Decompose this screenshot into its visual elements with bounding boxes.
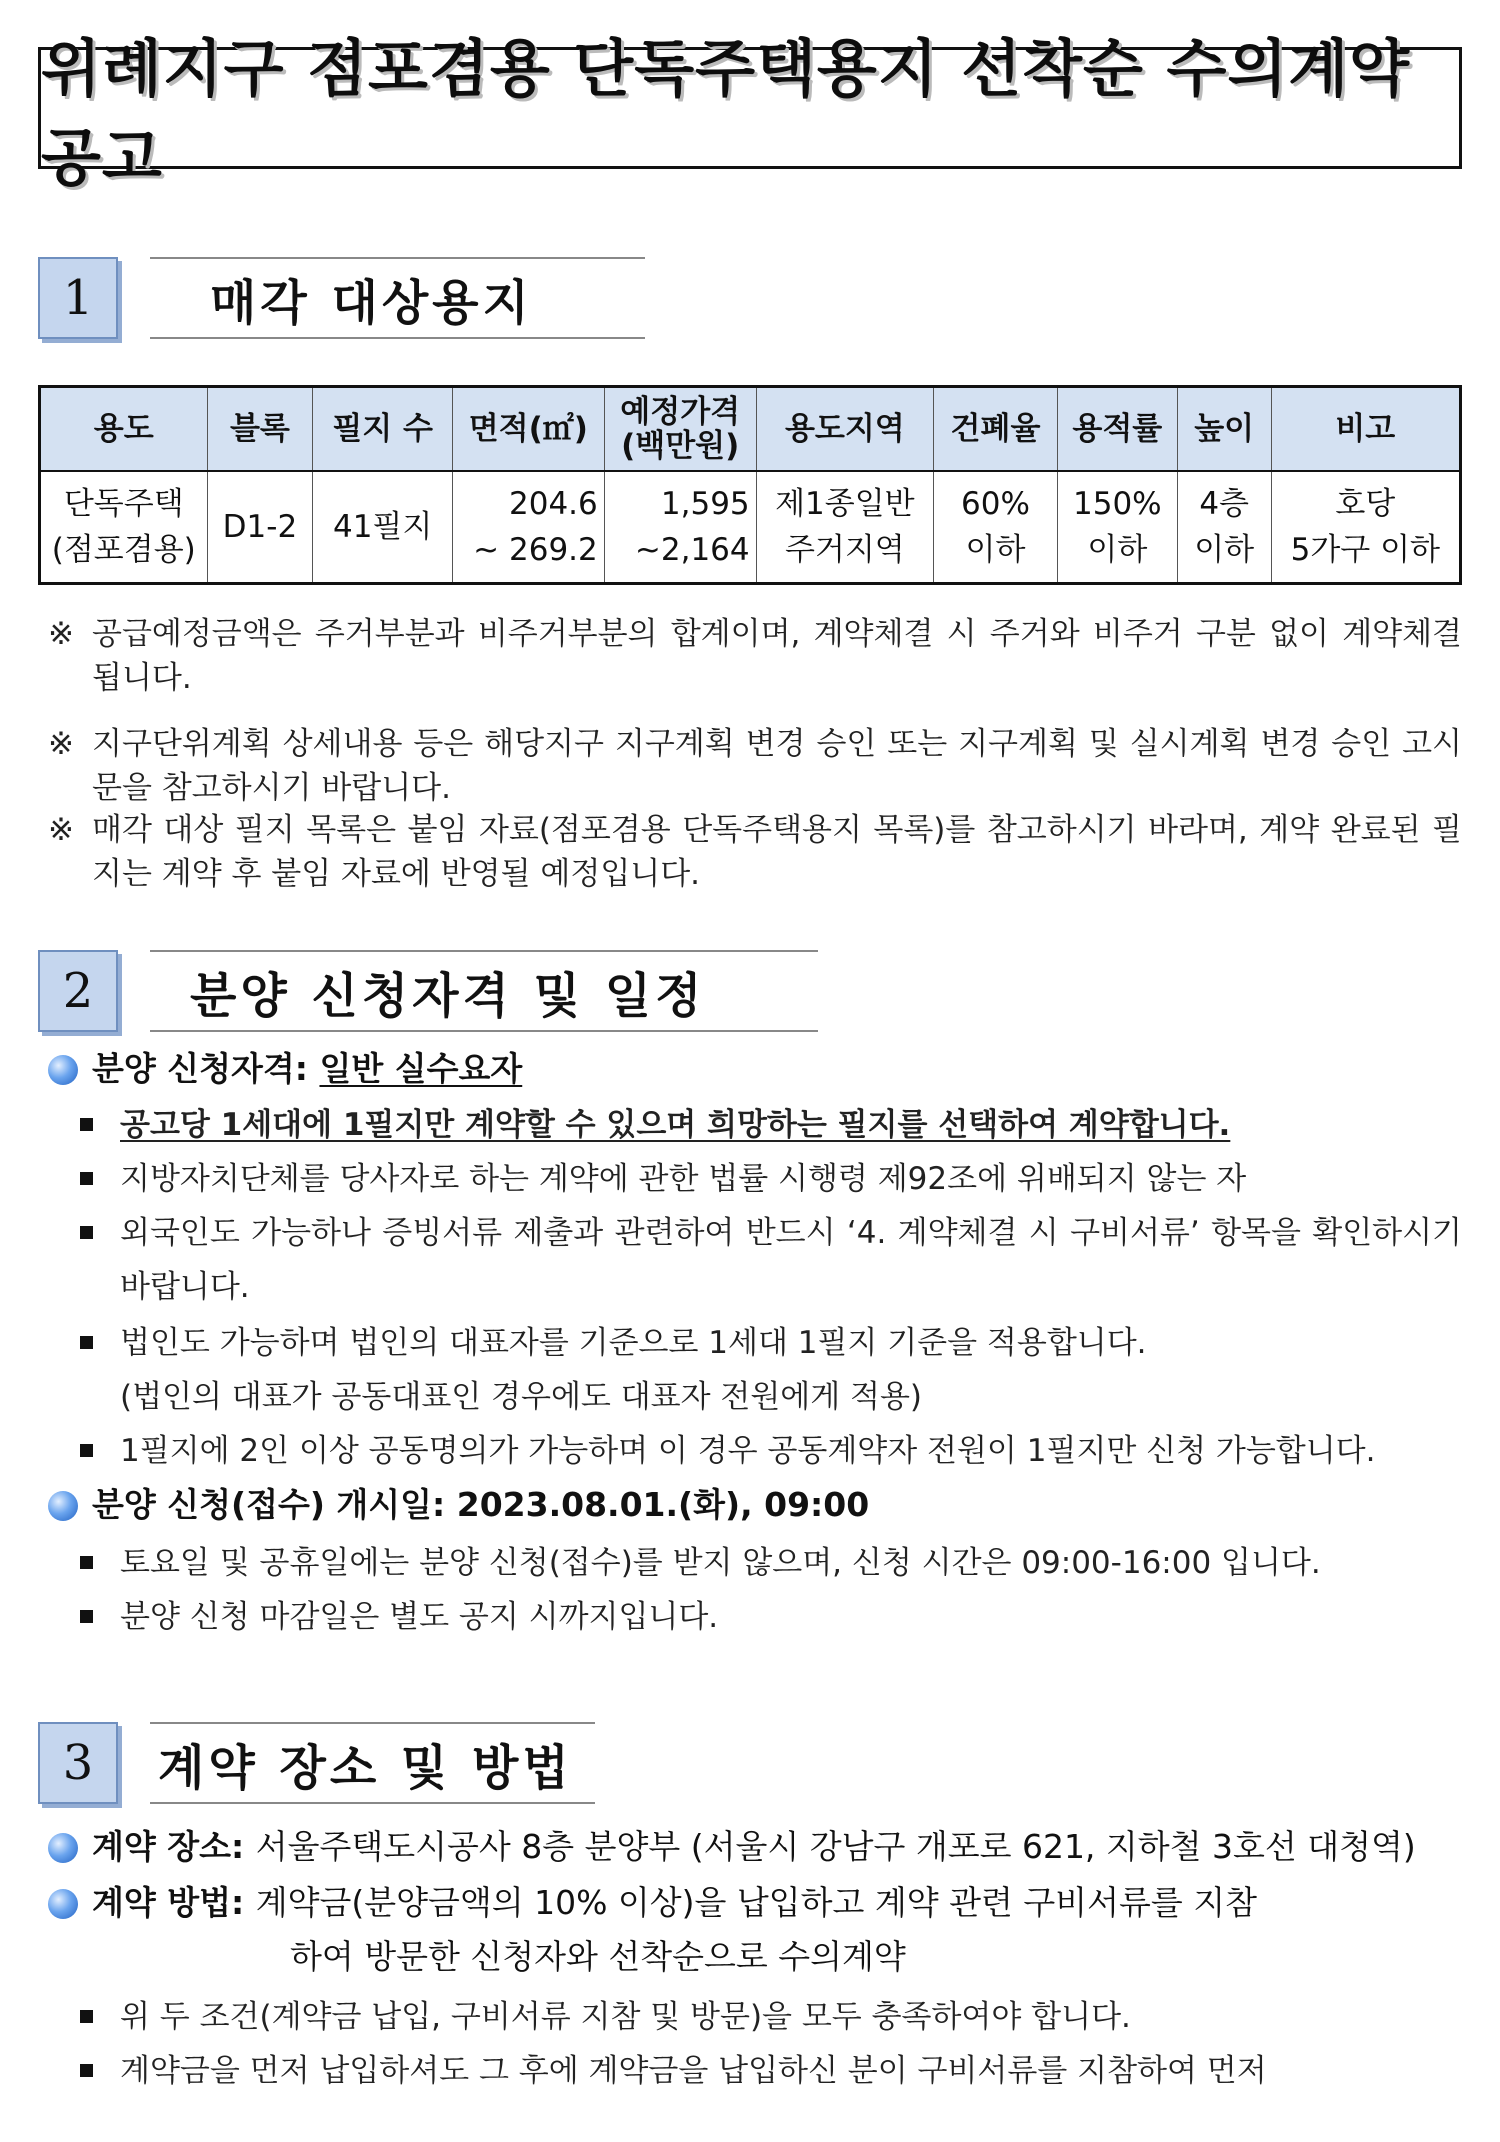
contract-method-continuation [290, 1934, 906, 1980]
section-3-number: 3 [38, 1722, 118, 1804]
cell-price [604, 471, 756, 584]
contract-place-value: 서울주택도시공사 8층 분양부 (서울시 강남구 개포로 621, 지하철 3호선 대청역) [255, 1827, 1416, 1866]
list-item-text: 지방자치단체를 당사자로 하는 계약에 관한 법률 시행령 제92조에 위배되지 않는 자 [120, 1161, 1247, 1197]
cell-far-line2: 이하 [1087, 532, 1148, 568]
note-text: 매각 대상 필지 목록은 붙임 자료(점포겸용 단독주택용지 목록)를 참고하시기 바라며, 계약 완료된 필지는 계약 후 붙임 자료에 반영될 예정입니다. [92, 812, 1462, 892]
list-item-text: 1필지에 2인 이상 공동명의가 가능하며 이 경우 공동계약자 전원이 1필지만 신청 가능합니다. [120, 1433, 1376, 1469]
reference-mark-icon: ※ [48, 726, 74, 762]
col-far: 용적률 [1057, 387, 1177, 472]
start-date-heading [48, 1482, 869, 1528]
square-bullet-icon [80, 1118, 93, 1131]
cell-height-line2: 이하 [1194, 532, 1255, 568]
reference-mark-icon: ※ [48, 812, 74, 848]
list-item [76, 1424, 1462, 1478]
cell-zone-line1: 제1종일반 [775, 485, 915, 522]
col-parcels: 필지 수 [313, 387, 453, 472]
cell-note [1271, 471, 1460, 584]
col-coverage: 건폐율 [934, 387, 1058, 472]
note-item [48, 808, 1462, 896]
square-bullet-icon [80, 1610, 93, 1623]
contract-method [48, 1880, 1257, 1926]
list-item [76, 1152, 1462, 1206]
col-note: 비고 [1271, 387, 1460, 472]
col-zone: 용도지역 [756, 387, 933, 472]
cell-price-line2: ~2,164 [634, 532, 750, 568]
cell-price-line1: 1,595 [660, 485, 750, 522]
list-item-text: 위 두 조건(계약금 납입, 구비서류 지참 및 방문)을 모두 충족하여야 합니다. [120, 1999, 1131, 2035]
section-2-number: 2 [38, 950, 118, 1032]
cell-coverage-line2: 이하 [965, 532, 1026, 568]
cell-area-line2: ~ 269.2 [473, 532, 598, 568]
note-text: 지구단위계획 상세내용 등은 해당지구 지구계획 변경 승인 또는 지구계획 및 실시계획 변경 승인 고시문을 참고하시기 바랍니다. [92, 726, 1462, 806]
cell-use-line1: 단독주택 [63, 485, 184, 522]
list-item-text: 분양 신청 마감일은 별도 공지 시까지입니다. [120, 1599, 719, 1635]
cell-area [452, 471, 604, 584]
qualification-value: 일반 실수요자 [319, 1049, 523, 1088]
col-height: 높이 [1177, 387, 1271, 472]
square-bullet-icon [80, 1336, 93, 1349]
list-item [76, 1990, 1462, 2044]
cell-far-line1: 150% [1073, 485, 1162, 522]
reference-mark-icon: ※ [48, 616, 74, 652]
qualification-heading [48, 1046, 522, 1092]
contract-method-value-2: 하여 방문한 신청자와 선착순으로 수의계약 [290, 1937, 906, 1976]
page-title: 위례지구 점포겸용 단독주택용지 선착순 수의계약 공고 [41, 32, 1411, 194]
col-price-line2: (백만원) [621, 428, 740, 464]
section-3-title: 계약 장소 및 방법 [150, 1722, 595, 1804]
cell-use-line2: (점포겸용) [51, 532, 196, 568]
cell-parcels: 41필지 [313, 471, 453, 584]
contract-place [48, 1824, 1416, 1870]
cell-area-line1: 204.6 [509, 485, 598, 522]
list-item-text: 외국인도 가능하나 증빙서류 제출과 관련하여 반드시 ‘4. 계약체결 시 구비서류’ 항목을 확인하시기 바랍니다. [120, 1215, 1462, 1305]
list-item [76, 1590, 1462, 1644]
list-item [76, 1316, 1462, 1370]
note-item [48, 612, 1462, 700]
contract-method-value: 계약금(분양금액의 10% 이상)을 납입하고 계약 관련 구비서류를 지참 [255, 1883, 1258, 1922]
cell-height [1177, 471, 1271, 584]
table-row [40, 471, 1461, 584]
square-bullet-icon [80, 1172, 93, 1185]
blue-bullet-icon [48, 1491, 78, 1521]
list-item [76, 1098, 1462, 1152]
note-text: 공급예정금액은 주거부분과 비주거부분의 합계이며, 계약체결 시 주거와 비주거 구분 없이 계약체결 됩니다. [92, 616, 1462, 696]
list-item-text: 계약금을 먼저 납입하셔도 그 후에 계약금을 납입하신 분이 구비서류를 지참하여 먼저 [120, 2053, 1267, 2089]
blue-bullet-icon [48, 1833, 78, 1863]
cell-note-line1: 호당 [1335, 485, 1396, 522]
section-1-number: 1 [38, 257, 118, 339]
square-bullet-icon [80, 1556, 93, 1569]
qualification-label: 분양 신청자격: [92, 1049, 308, 1088]
col-use: 용도 [40, 387, 208, 472]
list-item-text: 법인도 가능하며 법인의 대표자를 기준으로 1세대 1필지 기준을 적용합니다. [120, 1325, 1147, 1361]
list-item-continuation [76, 1370, 1462, 1424]
section-2-title: 분양 신청자격 및 일정 [150, 950, 818, 1032]
start-date-label: 분양 신청(접수) 개시일: [92, 1485, 446, 1524]
col-price [604, 387, 756, 472]
blue-bullet-icon [48, 1055, 78, 1085]
list-item [76, 1206, 1462, 1314]
land-table [38, 385, 1462, 585]
col-block: 블록 [207, 387, 313, 472]
start-date-value: 2023.08.01.(화), 09:00 [456, 1485, 870, 1524]
table-header-row [40, 387, 1461, 472]
contract-place-label: 계약 장소: [92, 1827, 245, 1866]
col-price-line1: 예정가격 [620, 393, 741, 430]
contract-method-label: 계약 방법: [92, 1883, 245, 1922]
square-bullet-icon [80, 2064, 93, 2077]
note-item [48, 722, 1462, 810]
cell-coverage [934, 471, 1058, 584]
cell-zone [756, 471, 933, 584]
cell-note-line2: 5가구 이하 [1290, 532, 1440, 568]
list-item-text: 토요일 및 공휴일에는 분양 신청(접수)를 받지 않으며, 신청 시간은 09:00-16:00 입니다. [120, 1545, 1321, 1581]
cell-far [1057, 471, 1177, 584]
cell-height-line1: 4층 [1199, 485, 1249, 522]
section-1-title: 매각 대상용지 [150, 257, 645, 339]
col-area: 면적(㎡) [452, 387, 604, 472]
cell-use [40, 471, 208, 584]
square-bullet-icon [80, 1226, 93, 1239]
square-bullet-icon [80, 2010, 93, 2023]
cell-coverage-line1: 60% [961, 485, 1030, 522]
cell-zone-line2: 주거지역 [784, 532, 905, 568]
list-item [76, 2044, 1462, 2098]
title-box [38, 32, 1462, 194]
square-bullet-icon [80, 1444, 93, 1457]
cell-block: D1-2 [207, 471, 313, 584]
list-item-text: 공고당 1세대에 1필지만 계약할 수 있으며 희망하는 필지를 선택하여 계약합니다. [120, 1107, 1231, 1143]
list-item-text: (법인의 대표가 공동대표인 경우에도 대표자 전원에게 적용) [120, 1379, 923, 1415]
blue-bullet-icon [48, 1889, 78, 1919]
list-item [76, 1536, 1462, 1590]
